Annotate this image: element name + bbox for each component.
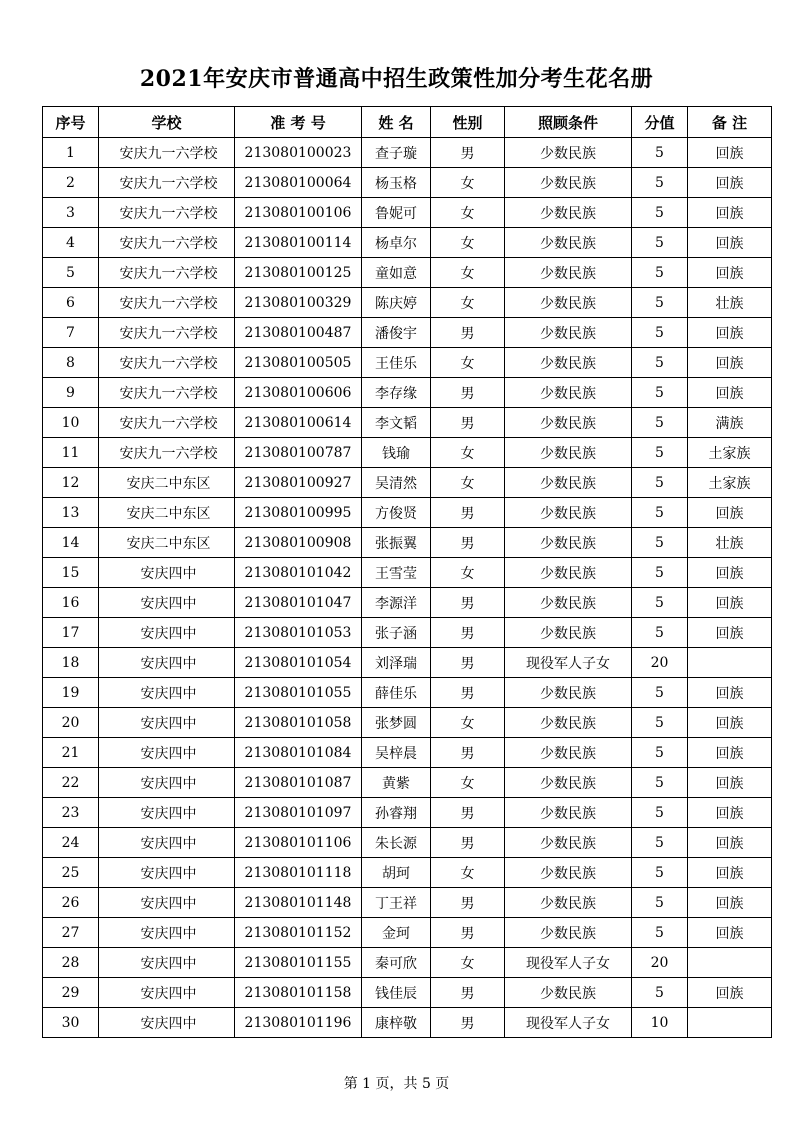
cell-name: 鲁妮可 xyxy=(362,198,431,228)
cell-score: 5 xyxy=(632,498,688,528)
cell-name: 丁王祥 xyxy=(362,888,431,918)
cell-remark: 回族 xyxy=(688,888,772,918)
table-row xyxy=(43,408,772,438)
cell-gender: 男 xyxy=(431,828,505,858)
cell-score: 5 xyxy=(632,468,688,498)
cell-name: 吴梓晨 xyxy=(362,738,431,768)
table-row xyxy=(43,498,772,528)
cell-condition: 少数民族 xyxy=(505,378,632,408)
table-row xyxy=(43,168,772,198)
cell-index: 25 xyxy=(43,858,99,888)
cell-index: 5 xyxy=(43,258,99,288)
cell-score: 5 xyxy=(632,138,688,168)
cell-condition: 少数民族 xyxy=(505,678,632,708)
cell-exam-number: 213080100064 xyxy=(235,168,362,198)
header-school: 学校 xyxy=(99,107,235,138)
cell-score: 5 xyxy=(632,738,688,768)
cell-gender: 男 xyxy=(431,678,505,708)
cell-school: 安庆二中东区 xyxy=(99,468,235,498)
cell-index: 17 xyxy=(43,618,99,648)
cell-remark: 土家族 xyxy=(688,438,772,468)
cell-index: 26 xyxy=(43,888,99,918)
cell-school: 安庆九一六学校 xyxy=(99,438,235,468)
cell-remark: 回族 xyxy=(688,348,772,378)
cell-exam-number: 213080100995 xyxy=(235,498,362,528)
cell-remark: 壮族 xyxy=(688,288,772,318)
table-row xyxy=(43,828,772,858)
cell-school: 安庆四中 xyxy=(99,708,235,738)
cell-score: 5 xyxy=(632,798,688,828)
cell-index: 1 xyxy=(43,138,99,168)
cell-school: 安庆四中 xyxy=(99,1008,235,1038)
cell-gender: 男 xyxy=(431,648,505,678)
cell-condition: 少数民族 xyxy=(505,618,632,648)
cell-index: 29 xyxy=(43,978,99,1008)
cell-remark: 土家族 xyxy=(688,468,772,498)
cell-exam-number: 213080100908 xyxy=(235,528,362,558)
table-row xyxy=(43,768,772,798)
cell-score: 5 xyxy=(632,408,688,438)
cell-index: 8 xyxy=(43,348,99,378)
cell-name: 杨玉格 xyxy=(362,168,431,198)
cell-condition: 少数民族 xyxy=(505,768,632,798)
cell-school: 安庆九一六学校 xyxy=(99,288,235,318)
table-row xyxy=(43,858,772,888)
cell-exam-number: 213080100606 xyxy=(235,378,362,408)
cell-condition: 少数民族 xyxy=(505,498,632,528)
cell-score: 5 xyxy=(632,288,688,318)
cell-exam-number: 213080101058 xyxy=(235,708,362,738)
table-row xyxy=(43,888,772,918)
cell-school: 安庆九一六学校 xyxy=(99,258,235,288)
cell-gender: 男 xyxy=(431,528,505,558)
header-gender: 性别 xyxy=(431,107,505,138)
table-row xyxy=(43,648,772,678)
header-index: 序号 xyxy=(43,107,99,138)
cell-condition: 少数民族 xyxy=(505,588,632,618)
cell-remark: 满族 xyxy=(688,408,772,438)
cell-score: 5 xyxy=(632,918,688,948)
cell-remark: 回族 xyxy=(688,708,772,738)
table-body xyxy=(43,138,772,1038)
cell-condition: 少数民族 xyxy=(505,348,632,378)
cell-score: 10 xyxy=(632,1008,688,1038)
cell-score: 5 xyxy=(632,978,688,1008)
cell-index: 27 xyxy=(43,918,99,948)
cell-remark xyxy=(688,1008,772,1038)
cell-condition: 现役军人子女 xyxy=(505,648,632,678)
cell-score: 5 xyxy=(632,348,688,378)
cell-index: 22 xyxy=(43,768,99,798)
cell-name: 黄紫 xyxy=(362,768,431,798)
cell-gender: 女 xyxy=(431,168,505,198)
cell-exam-number: 213080101055 xyxy=(235,678,362,708)
table-row xyxy=(43,798,772,828)
cell-name: 刘泽瑞 xyxy=(362,648,431,678)
cell-name: 王佳乐 xyxy=(362,348,431,378)
cell-index: 12 xyxy=(43,468,99,498)
cell-remark: 回族 xyxy=(688,378,772,408)
cell-remark: 回族 xyxy=(688,828,772,858)
cell-name: 康梓敬 xyxy=(362,1008,431,1038)
cell-school: 安庆四中 xyxy=(99,948,235,978)
table-row xyxy=(43,708,772,738)
cell-exam-number: 213080101087 xyxy=(235,768,362,798)
cell-exam-number: 213080101053 xyxy=(235,618,362,648)
cell-remark: 回族 xyxy=(688,768,772,798)
table-row xyxy=(43,138,772,168)
cell-index: 2 xyxy=(43,168,99,198)
cell-exam-number: 213080100106 xyxy=(235,198,362,228)
cell-condition: 少数民族 xyxy=(505,738,632,768)
cell-gender: 女 xyxy=(431,948,505,978)
cell-name: 王雪莹 xyxy=(362,558,431,588)
cell-score: 5 xyxy=(632,558,688,588)
cell-gender: 男 xyxy=(431,408,505,438)
cell-index: 6 xyxy=(43,288,99,318)
cell-name: 吴清然 xyxy=(362,468,431,498)
cell-name: 秦可欣 xyxy=(362,948,431,978)
cell-school: 安庆九一六学校 xyxy=(99,408,235,438)
cell-name: 胡珂 xyxy=(362,858,431,888)
cell-score: 5 xyxy=(632,618,688,648)
cell-exam-number: 213080100125 xyxy=(235,258,362,288)
cell-school: 安庆四中 xyxy=(99,828,235,858)
cell-gender: 女 xyxy=(431,288,505,318)
header-condition: 照顾条件 xyxy=(505,107,632,138)
cell-score: 5 xyxy=(632,828,688,858)
cell-index: 4 xyxy=(43,228,99,258)
cell-gender: 男 xyxy=(431,918,505,948)
cell-gender: 女 xyxy=(431,348,505,378)
page-footer: 第 1 页，共 5 页 xyxy=(343,1076,450,1092)
cell-exam-number: 213080101042 xyxy=(235,558,362,588)
cell-condition: 少数民族 xyxy=(505,798,632,828)
cell-index: 28 xyxy=(43,948,99,978)
cell-condition: 现役军人子女 xyxy=(505,1008,632,1038)
cell-condition: 少数民族 xyxy=(505,828,632,858)
cell-remark xyxy=(688,948,772,978)
cell-score: 20 xyxy=(632,948,688,978)
cell-score: 5 xyxy=(632,858,688,888)
table-row xyxy=(43,1008,772,1038)
cell-condition: 少数民族 xyxy=(505,168,632,198)
table-row xyxy=(43,738,772,768)
table-row xyxy=(43,528,772,558)
cell-remark: 回族 xyxy=(688,258,772,288)
cell-name: 张振翼 xyxy=(362,528,431,558)
cell-school: 安庆四中 xyxy=(99,858,235,888)
cell-score: 5 xyxy=(632,708,688,738)
cell-score: 5 xyxy=(632,258,688,288)
table-header-row xyxy=(43,107,772,138)
cell-gender: 男 xyxy=(431,888,505,918)
cell-condition: 少数民族 xyxy=(505,708,632,738)
cell-gender: 女 xyxy=(431,228,505,258)
cell-name: 李源洋 xyxy=(362,588,431,618)
header-name: 姓 名 xyxy=(362,107,431,138)
cell-exam-number: 213080101148 xyxy=(235,888,362,918)
cell-school: 安庆九一六学校 xyxy=(99,318,235,348)
table-row xyxy=(43,198,772,228)
cell-school: 安庆四中 xyxy=(99,738,235,768)
cell-condition: 少数民族 xyxy=(505,438,632,468)
cell-score: 5 xyxy=(632,198,688,228)
cell-exam-number: 213080101097 xyxy=(235,798,362,828)
cell-gender: 女 xyxy=(431,708,505,738)
cell-remark: 回族 xyxy=(688,318,772,348)
cell-school: 安庆四中 xyxy=(99,588,235,618)
cell-name: 方俊贤 xyxy=(362,498,431,528)
cell-exam-number: 213080100487 xyxy=(235,318,362,348)
cell-condition: 少数民族 xyxy=(505,858,632,888)
cell-school: 安庆四中 xyxy=(99,918,235,948)
cell-exam-number: 213080100114 xyxy=(235,228,362,258)
header-score: 分值 xyxy=(632,107,688,138)
cell-name: 李文韬 xyxy=(362,408,431,438)
cell-gender: 女 xyxy=(431,258,505,288)
table-row xyxy=(43,348,772,378)
cell-condition: 少数民族 xyxy=(505,528,632,558)
cell-index: 24 xyxy=(43,828,99,858)
cell-name: 钱佳辰 xyxy=(362,978,431,1008)
cell-gender: 男 xyxy=(431,318,505,348)
cell-school: 安庆四中 xyxy=(99,648,235,678)
cell-condition: 少数民族 xyxy=(505,258,632,288)
roster-table xyxy=(42,106,772,1038)
cell-gender: 女 xyxy=(431,768,505,798)
cell-exam-number: 213080101047 xyxy=(235,588,362,618)
cell-index: 23 xyxy=(43,798,99,828)
cell-condition: 少数民族 xyxy=(505,138,632,168)
cell-name: 孙睿翔 xyxy=(362,798,431,828)
cell-condition: 少数民族 xyxy=(505,558,632,588)
cell-score: 5 xyxy=(632,888,688,918)
table-row xyxy=(43,588,772,618)
table-row xyxy=(43,318,772,348)
cell-remark: 壮族 xyxy=(688,528,772,558)
header-remark: 备 注 xyxy=(688,107,772,138)
table-row xyxy=(43,978,772,1008)
cell-remark: 回族 xyxy=(688,588,772,618)
cell-exam-number: 213080101084 xyxy=(235,738,362,768)
cell-gender: 女 xyxy=(431,438,505,468)
cell-gender: 女 xyxy=(431,468,505,498)
cell-name: 张子涵 xyxy=(362,618,431,648)
table-row xyxy=(43,228,772,258)
cell-gender: 女 xyxy=(431,558,505,588)
cell-school: 安庆四中 xyxy=(99,678,235,708)
cell-exam-number: 213080100787 xyxy=(235,438,362,468)
cell-name: 杨卓尔 xyxy=(362,228,431,258)
cell-school: 安庆二中东区 xyxy=(99,498,235,528)
cell-exam-number: 213080100505 xyxy=(235,348,362,378)
cell-remark: 回族 xyxy=(688,978,772,1008)
cell-exam-number: 213080101106 xyxy=(235,828,362,858)
table-row xyxy=(43,288,772,318)
table-row xyxy=(43,468,772,498)
cell-condition: 少数民族 xyxy=(505,468,632,498)
cell-name: 李存缘 xyxy=(362,378,431,408)
cell-condition: 少数民族 xyxy=(505,888,632,918)
cell-gender: 男 xyxy=(431,798,505,828)
cell-exam-number: 213080101054 xyxy=(235,648,362,678)
cell-gender: 女 xyxy=(431,198,505,228)
cell-score: 5 xyxy=(632,588,688,618)
cell-remark: 回族 xyxy=(688,138,772,168)
table-row xyxy=(43,918,772,948)
cell-name: 查子璇 xyxy=(362,138,431,168)
cell-gender: 男 xyxy=(431,618,505,648)
cell-gender: 男 xyxy=(431,498,505,528)
cell-remark: 回族 xyxy=(688,498,772,528)
cell-score: 5 xyxy=(632,678,688,708)
cell-remark: 回族 xyxy=(688,618,772,648)
cell-score: 5 xyxy=(632,318,688,348)
table-row xyxy=(43,378,772,408)
cell-name: 潘俊宇 xyxy=(362,318,431,348)
cell-score: 5 xyxy=(632,528,688,558)
cell-index: 7 xyxy=(43,318,99,348)
cell-exam-number: 213080101118 xyxy=(235,858,362,888)
cell-index: 10 xyxy=(43,408,99,438)
cell-remark: 回族 xyxy=(688,228,772,258)
cell-exam-number: 213080101152 xyxy=(235,918,362,948)
cell-exam-number: 213080101155 xyxy=(235,948,362,978)
cell-condition: 少数民族 xyxy=(505,408,632,438)
cell-remark: 回族 xyxy=(688,798,772,828)
cell-condition: 少数民族 xyxy=(505,318,632,348)
cell-name: 童如意 xyxy=(362,258,431,288)
header-exam-number: 准 考 号 xyxy=(235,107,362,138)
cell-score: 5 xyxy=(632,378,688,408)
cell-name: 钱瑜 xyxy=(362,438,431,468)
table-row xyxy=(43,438,772,468)
cell-name: 朱长源 xyxy=(362,828,431,858)
cell-index: 21 xyxy=(43,738,99,768)
cell-exam-number: 213080100023 xyxy=(235,138,362,168)
table-row xyxy=(43,258,772,288)
cell-exam-number: 213080100927 xyxy=(235,468,362,498)
cell-exam-number: 213080101158 xyxy=(235,978,362,1008)
cell-gender: 女 xyxy=(431,858,505,888)
cell-score: 20 xyxy=(632,648,688,678)
cell-school: 安庆九一六学校 xyxy=(99,378,235,408)
document-title: 2021年安庆市普通高中招生政策性加分考生花名册 xyxy=(139,66,654,92)
cell-index: 20 xyxy=(43,708,99,738)
cell-school: 安庆九一六学校 xyxy=(99,138,235,168)
cell-school: 安庆九一六学校 xyxy=(99,168,235,198)
cell-score: 5 xyxy=(632,168,688,198)
cell-remark: 回族 xyxy=(688,558,772,588)
cell-index: 3 xyxy=(43,198,99,228)
cell-index: 11 xyxy=(43,438,99,468)
cell-gender: 男 xyxy=(431,138,505,168)
cell-gender: 男 xyxy=(431,1008,505,1038)
cell-school: 安庆四中 xyxy=(99,558,235,588)
cell-school: 安庆九一六学校 xyxy=(99,228,235,258)
cell-condition: 现役军人子女 xyxy=(505,948,632,978)
cell-name: 薛佳乐 xyxy=(362,678,431,708)
cell-index: 9 xyxy=(43,378,99,408)
cell-gender: 男 xyxy=(431,978,505,1008)
cell-remark: 回族 xyxy=(688,198,772,228)
table-row xyxy=(43,618,772,648)
cell-condition: 少数民族 xyxy=(505,918,632,948)
cell-exam-number: 213080101196 xyxy=(235,1008,362,1038)
cell-condition: 少数民族 xyxy=(505,198,632,228)
cell-index: 30 xyxy=(43,1008,99,1038)
cell-index: 13 xyxy=(43,498,99,528)
cell-remark: 回族 xyxy=(688,168,772,198)
cell-condition: 少数民族 xyxy=(505,288,632,318)
cell-name: 张梦圆 xyxy=(362,708,431,738)
cell-school: 安庆四中 xyxy=(99,618,235,648)
cell-school: 安庆九一六学校 xyxy=(99,348,235,378)
cell-score: 5 xyxy=(632,228,688,258)
cell-index: 15 xyxy=(43,558,99,588)
table-row xyxy=(43,678,772,708)
table-row xyxy=(43,948,772,978)
cell-gender: 男 xyxy=(431,378,505,408)
cell-remark: 回族 xyxy=(688,738,772,768)
cell-remark: 回族 xyxy=(688,678,772,708)
cell-score: 5 xyxy=(632,438,688,468)
cell-exam-number: 213080100614 xyxy=(235,408,362,438)
cell-index: 18 xyxy=(43,648,99,678)
cell-school: 安庆四中 xyxy=(99,888,235,918)
cell-index: 16 xyxy=(43,588,99,618)
table-row xyxy=(43,558,772,588)
cell-remark xyxy=(688,648,772,678)
cell-school: 安庆九一六学校 xyxy=(99,198,235,228)
cell-gender: 男 xyxy=(431,738,505,768)
cell-school: 安庆四中 xyxy=(99,798,235,828)
cell-name: 陈庆婷 xyxy=(362,288,431,318)
cell-score: 5 xyxy=(632,768,688,798)
cell-remark: 回族 xyxy=(688,918,772,948)
cell-index: 14 xyxy=(43,528,99,558)
cell-school: 安庆二中东区 xyxy=(99,528,235,558)
cell-index: 19 xyxy=(43,678,99,708)
cell-name: 金珂 xyxy=(362,918,431,948)
cell-school: 安庆四中 xyxy=(99,978,235,1008)
cell-condition: 少数民族 xyxy=(505,978,632,1008)
cell-condition: 少数民族 xyxy=(505,228,632,258)
cell-remark: 回族 xyxy=(688,858,772,888)
cell-exam-number: 213080100329 xyxy=(235,288,362,318)
cell-gender: 男 xyxy=(431,588,505,618)
cell-school: 安庆四中 xyxy=(99,768,235,798)
